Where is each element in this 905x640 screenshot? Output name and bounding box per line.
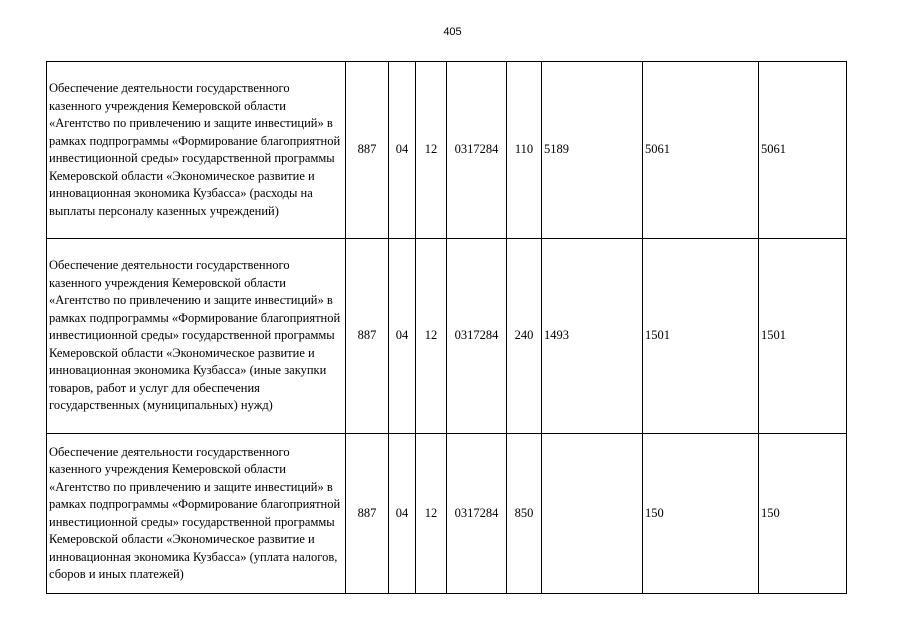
amount-year-3: 5061: [759, 62, 847, 239]
expense-type-code: 110: [507, 62, 542, 239]
subsection-code: 12: [416, 434, 447, 594]
subsection-code: 12: [416, 239, 447, 434]
amount-year-2: 1501: [643, 239, 759, 434]
section-code: 04: [389, 434, 416, 594]
row-description: Обеспечение деятельности государственного казенного учреждения Кемеровской области «Агентство по привлечению и защите инвестиций» в рамках подпрограммы «Формирование благоприятной инвестиционной среды» государственной программы Кемеровской области «Экономическое развитие и инновационная экономика Кузбасса» (расходы на выплаты персоналу казенных учреждений): [47, 62, 346, 239]
amount-year-1: [542, 434, 643, 594]
amount-year-1: 5189: [542, 62, 643, 239]
target-article-code: 0317284: [447, 434, 507, 594]
table-row: [47, 62, 847, 239]
page-number: 405: [443, 26, 462, 38]
subsection-code: 12: [416, 62, 447, 239]
amount-year-1: 1493: [542, 239, 643, 434]
target-article-code: 0317284: [447, 239, 507, 434]
section-code: 04: [389, 239, 416, 434]
section-code: 04: [389, 62, 416, 239]
table-row: [47, 434, 847, 594]
amount-year-2: 150: [643, 434, 759, 594]
row-description: Обеспечение деятельности государственного казенного учреждения Кемеровской области «Агентство по привлечению и защите инвестиций» в рамках подпрограммы «Формирование благоприятной инвестиционной среды» государственной программы Кемеровской области «Экономическое развитие и инновационная экономика Кузбасса» (иные закупки товаров, работ и услуг для обеспечения государственных (муниципальных) нужд): [47, 239, 346, 434]
ministry-code: 887: [346, 239, 389, 434]
expense-type-code: 240: [507, 239, 542, 434]
budget-table: [46, 61, 847, 594]
amount-year-2: 5061: [643, 62, 759, 239]
amount-year-3: 150: [759, 434, 847, 594]
ministry-code: 887: [346, 434, 389, 594]
table-row: [47, 239, 847, 434]
expense-type-code: 850: [507, 434, 542, 594]
amount-year-3: 1501: [759, 239, 847, 434]
target-article-code: 0317284: [447, 62, 507, 239]
ministry-code: 887: [346, 62, 389, 239]
row-description: Обеспечение деятельности государственного казенного учреждения Кемеровской области «Агентство по привлечению и защите инвестиций» в рамках подпрограммы «Формирование благоприятной инвестиционной среды» государственной программы Кемеровской области «Экономическое развитие и инновационная экономика Кузбасса» (уплата налогов, сборов и иных платежей): [47, 434, 346, 594]
